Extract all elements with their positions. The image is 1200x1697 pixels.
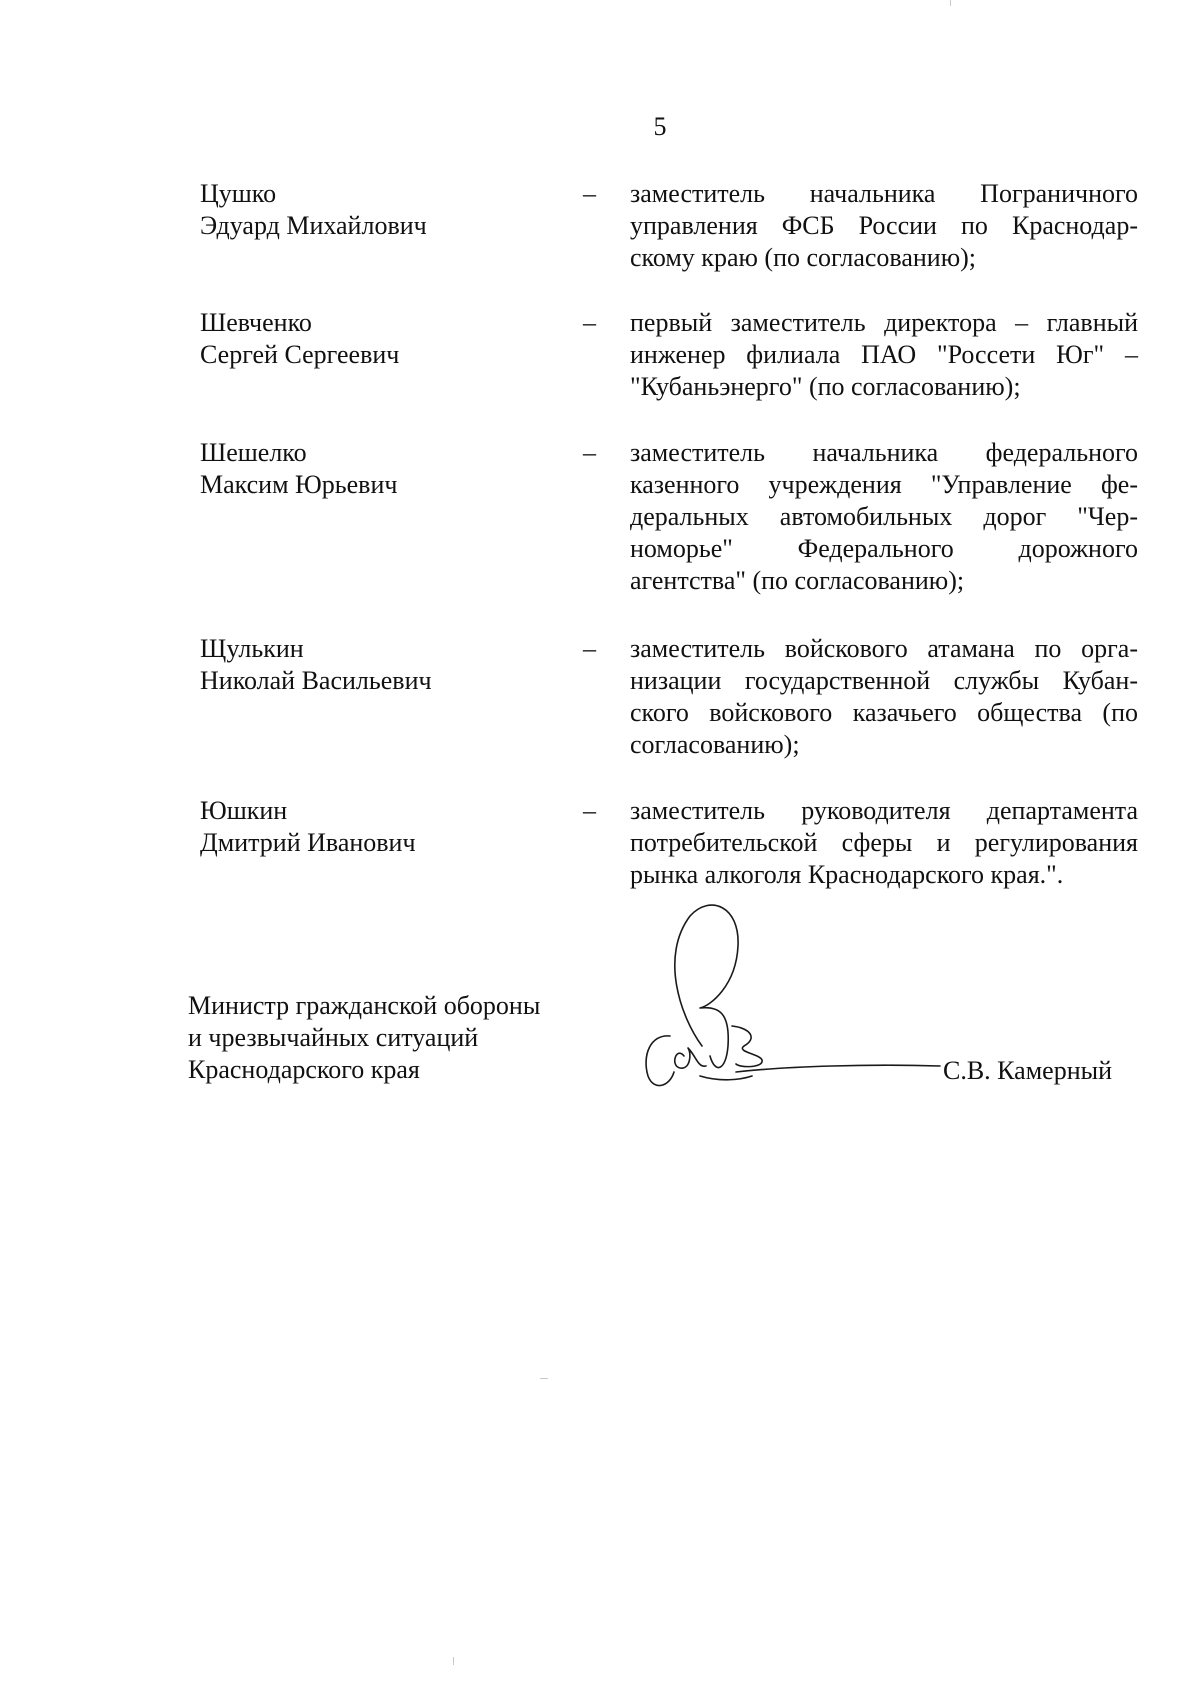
description-line: заместитель начальника федерального [630, 438, 1138, 467]
member-surname: Щулькин [200, 634, 304, 663]
scan-speck [453, 1657, 454, 1665]
member-surname: Шешелко [200, 438, 307, 467]
member-name [200, 307, 560, 371]
description-line: заместитель начальника Пограничного [630, 179, 1138, 208]
member-surname: Шевченко [200, 308, 312, 337]
description-line: заместитель руководителя департамента [630, 796, 1138, 825]
description-line: согласованию); [630, 730, 800, 759]
member-description [630, 633, 1138, 761]
entry-dash: – [583, 796, 596, 825]
member-description [630, 307, 1138, 403]
entry-dash: – [583, 308, 596, 337]
description-line: управления ФСБ России по Краснодар- [630, 211, 1138, 240]
member-description [630, 437, 1138, 597]
scan-speck [540, 1378, 548, 1379]
description-line: "Кубаньэнерго" (по согласованию); [630, 372, 1021, 401]
signatory-position [188, 990, 540, 1086]
page-number: 5 [653, 112, 667, 141]
description-line: рынка алкоголя Краснодарского края.". [630, 860, 1064, 889]
description-line: инженер филиала ПАО "Россети Юг" – [630, 340, 1138, 369]
member-description [630, 178, 1138, 274]
handwritten-signature-icon [640, 896, 970, 1116]
description-line: первый заместитель директора – главный [630, 308, 1138, 337]
description-line: скому краю (по согласованию); [630, 243, 977, 272]
member-surname: Юшкин [200, 796, 288, 825]
member-name [200, 795, 560, 859]
description-line: агентства" (по согласованию); [630, 566, 965, 595]
entry-dash: – [583, 179, 596, 208]
member-given-names: Николай Васильевич [200, 666, 432, 695]
description-line: потребительской сферы и регулирования [630, 828, 1138, 857]
member-given-names: Эдуард Михайлович [200, 211, 427, 240]
member-given-names: Сергей Сергеевич [200, 340, 400, 369]
description-line: номорье" Федерального дорожного [630, 534, 1138, 563]
member-surname: Цушко [200, 179, 277, 208]
member-description [630, 795, 1138, 891]
scan-speck [950, 0, 951, 6]
signer-name: С.В. Камерный [943, 1056, 1113, 1085]
member-given-names: Дмитрий Иванович [200, 828, 416, 857]
description-line: казенного учреждения "Управление фе- [630, 470, 1138, 499]
entry-dash: – [583, 634, 596, 663]
description-line: деральных автомобильных дорог "Чер- [630, 502, 1138, 531]
member-name [200, 178, 560, 242]
member-name [200, 437, 560, 501]
entry-dash: – [583, 438, 596, 467]
position-line: Краснодарского края [188, 1055, 420, 1084]
position-line: Министр гражданской обороны [188, 991, 541, 1020]
description-line: заместитель войскового атамана по орга- [630, 634, 1138, 663]
description-line: ского войскового казачьего общества (по [630, 698, 1138, 727]
position-line: и чрезвычайных ситуаций [188, 1023, 479, 1052]
member-given-names: Максим Юрьевич [200, 470, 398, 499]
member-name [200, 633, 560, 697]
description-line: низации государственной службы Кубан- [630, 666, 1138, 695]
